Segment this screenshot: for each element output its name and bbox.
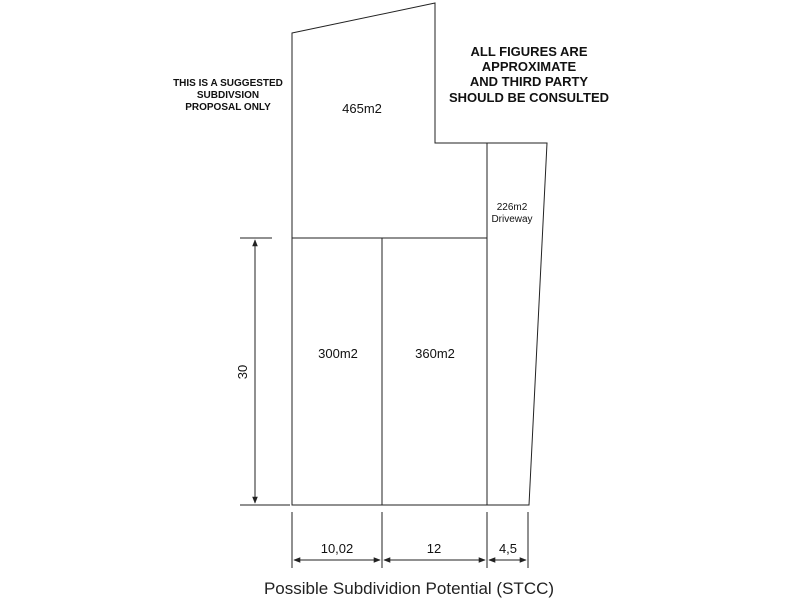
left-lot-area: 300m2	[318, 346, 358, 361]
driveway-area: 226m2	[496, 202, 528, 213]
middle-lot-area: 360m2	[415, 346, 455, 361]
rear-lot-area: 465m2	[342, 101, 382, 116]
right-note-line-3: AND THIRD PARTY	[469, 74, 589, 89]
right-note-line-1: ALL FIGURES ARE	[470, 44, 588, 59]
diagram-caption: Possible Subdividion Potential (STCC)	[263, 579, 555, 598]
width-driveway-dimension: 4,5	[498, 541, 518, 556]
left-note-line-3: PROPOSAL ONLY	[185, 102, 271, 113]
right-note-line-2: APPROXIMATE	[481, 59, 577, 74]
left-note	[173, 78, 283, 113]
width-middle-dimension: 12	[426, 541, 442, 556]
width-left-dimension: 10,02	[320, 541, 354, 556]
right-note	[449, 44, 609, 105]
height-dimension: 30	[235, 364, 250, 380]
left-note-line-1: THIS IS A SUGGESTED	[173, 78, 283, 89]
driveway-label: Driveway	[491, 214, 533, 225]
left-note-line-2: SUBDIVSION	[196, 90, 260, 101]
right-note-line-4: SHOULD BE CONSULTED	[448, 90, 610, 105]
